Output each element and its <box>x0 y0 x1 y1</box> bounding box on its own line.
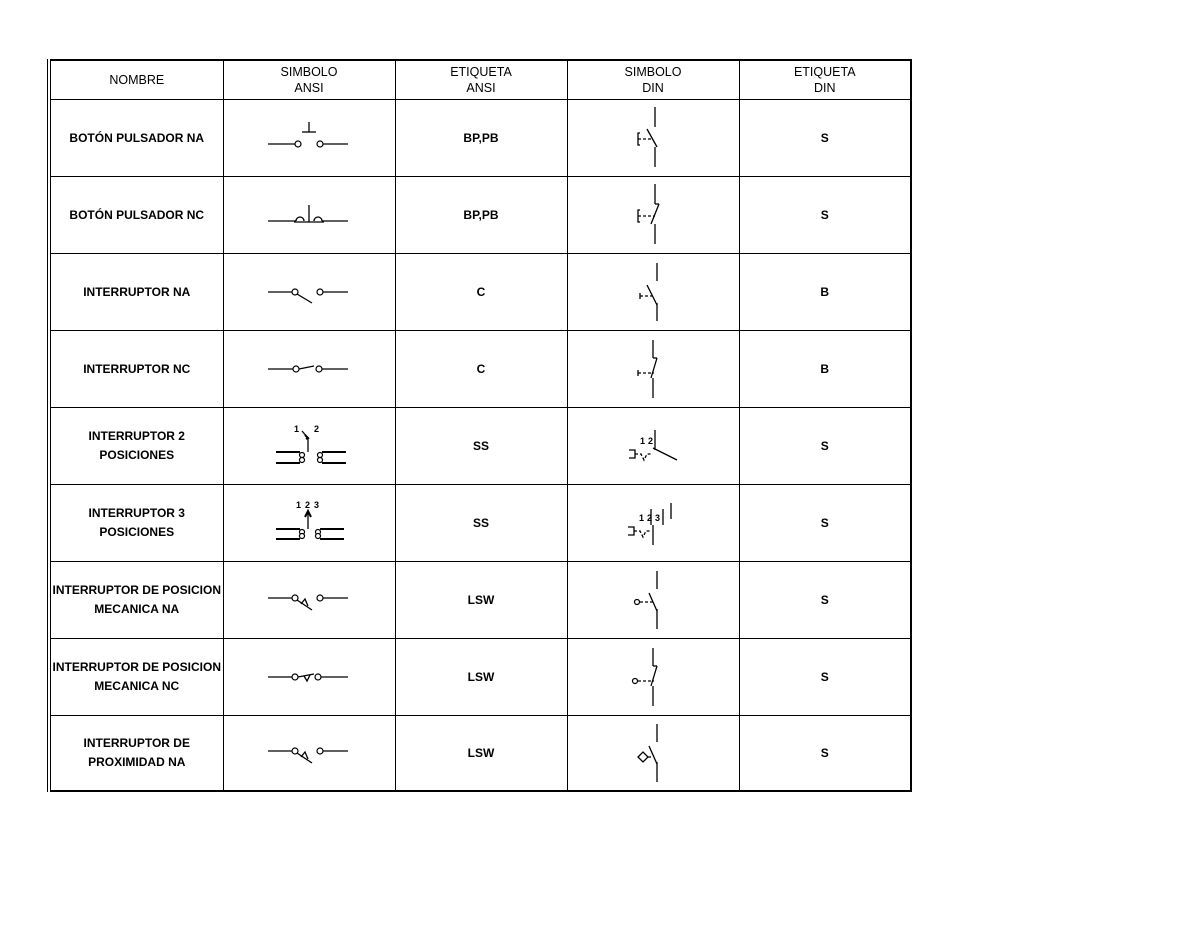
component-name: BOTÓN PULSADOR NA <box>49 100 223 177</box>
ansi-label: SS <box>395 408 567 485</box>
din-symbol-cell <box>567 177 739 254</box>
din-label: S <box>739 639 911 716</box>
table-row <box>49 100 911 177</box>
ansi-label: C <box>395 331 567 408</box>
component-name: BOTÓN PULSADOR NC <box>49 177 223 254</box>
pushbutton-no-ansi-icon <box>264 118 354 158</box>
din-symbol-cell <box>567 562 739 639</box>
component-name: INTERRUPTOR 2 POSICIONES <box>49 408 223 485</box>
pushbutton-nc-din-icon <box>623 182 683 248</box>
din-label: S <box>739 408 911 485</box>
ansi-symbol-cell <box>223 716 395 792</box>
digit-2: 2 <box>314 424 320 434</box>
switch-nc-ansi-icon <box>264 349 354 389</box>
switch-nc-din-icon <box>623 336 683 402</box>
header-row <box>49 60 911 100</box>
limit-switch-nc-ansi-icon <box>264 657 354 697</box>
ansi-symbol-cell <box>223 331 395 408</box>
din-label: S <box>739 177 911 254</box>
selector-2-ansi-icon <box>264 421 354 471</box>
table-row <box>49 408 911 485</box>
ansi-symbol-cell <box>223 254 395 331</box>
digit-1: 1 <box>294 424 300 434</box>
component-name: INTERRUPTOR DE POSICION MECANICA NA <box>49 562 223 639</box>
ansi-label: BP,PB <box>395 177 567 254</box>
ansi-symbol-cell <box>223 408 395 485</box>
table-row <box>49 716 911 792</box>
switch-no-ansi-icon <box>264 272 354 312</box>
din-symbol-cell <box>567 331 739 408</box>
ansi-label: SS <box>395 485 567 562</box>
din-symbol-cell <box>567 100 739 177</box>
table-row <box>49 562 911 639</box>
limit-switch-nc-din-icon <box>623 644 683 710</box>
limit-switch-no-din-icon <box>623 567 683 633</box>
header-etiqueta-ansi: ETIQUETA ANSI <box>395 60 567 100</box>
din-label: S <box>739 485 911 562</box>
ansi-symbol-cell <box>223 177 395 254</box>
din-label: S <box>739 716 911 792</box>
digit-3: 3 <box>655 513 661 523</box>
header-simbolo-din: SIMBOLO DIN <box>567 60 739 100</box>
digit-2: 2 <box>647 513 653 523</box>
digit-1: 1 <box>640 436 646 446</box>
din-label: S <box>739 100 911 177</box>
table-row <box>49 639 911 716</box>
din-symbol-cell <box>567 408 739 485</box>
limit-switch-no-ansi-icon <box>264 580 354 620</box>
table-row <box>49 485 911 562</box>
digit-1: 1 <box>296 500 302 510</box>
table-row <box>49 331 911 408</box>
pushbutton-nc-ansi-icon <box>264 195 354 235</box>
component-name: INTERRUPTOR NA <box>49 254 223 331</box>
digit-3: 3 <box>314 500 320 510</box>
proximity-switch-no-din-icon <box>623 720 683 786</box>
digit-1: 1 <box>639 513 645 523</box>
proximity-switch-no-ansi-icon <box>264 733 354 773</box>
switch-no-din-icon <box>623 259 683 325</box>
din-symbol-cell <box>567 639 739 716</box>
component-name: INTERRUPTOR 3 POSICIONES <box>49 485 223 562</box>
ansi-label: LSW <box>395 716 567 792</box>
din-symbol-cell <box>567 716 739 792</box>
ansi-symbol-cell <box>223 485 395 562</box>
din-symbol-cell <box>567 254 739 331</box>
digit-2: 2 <box>648 436 654 446</box>
din-label: B <box>739 254 911 331</box>
selector-3-ansi-icon <box>264 498 354 548</box>
header-simbolo-ansi: SIMBOLO ANSI <box>223 60 395 100</box>
ansi-label: BP,PB <box>395 100 567 177</box>
header-nombre: NOMBRE <box>49 60 223 100</box>
selector-2-din-icon <box>613 416 693 476</box>
din-symbol-cell <box>567 485 739 562</box>
table-row <box>49 177 911 254</box>
component-name: INTERRUPTOR NC <box>49 331 223 408</box>
ansi-label: LSW <box>395 562 567 639</box>
table-row <box>49 254 911 331</box>
symbols-table <box>47 59 912 792</box>
ansi-symbol-cell <box>223 562 395 639</box>
component-name: INTERRUPTOR DE PROXIMIDAD NA <box>49 716 223 792</box>
ansi-label: LSW <box>395 639 567 716</box>
ansi-symbol-cell <box>223 100 395 177</box>
din-label: B <box>739 331 911 408</box>
din-label: S <box>739 562 911 639</box>
pushbutton-no-din-icon <box>623 105 683 171</box>
ansi-symbol-cell <box>223 639 395 716</box>
ansi-label: C <box>395 254 567 331</box>
header-etiqueta-din: ETIQUETA DIN <box>739 60 911 100</box>
digit-2: 2 <box>305 500 311 510</box>
selector-3-din-icon <box>613 493 693 553</box>
component-name: INTERRUPTOR DE POSICION MECANICA NC <box>49 639 223 716</box>
